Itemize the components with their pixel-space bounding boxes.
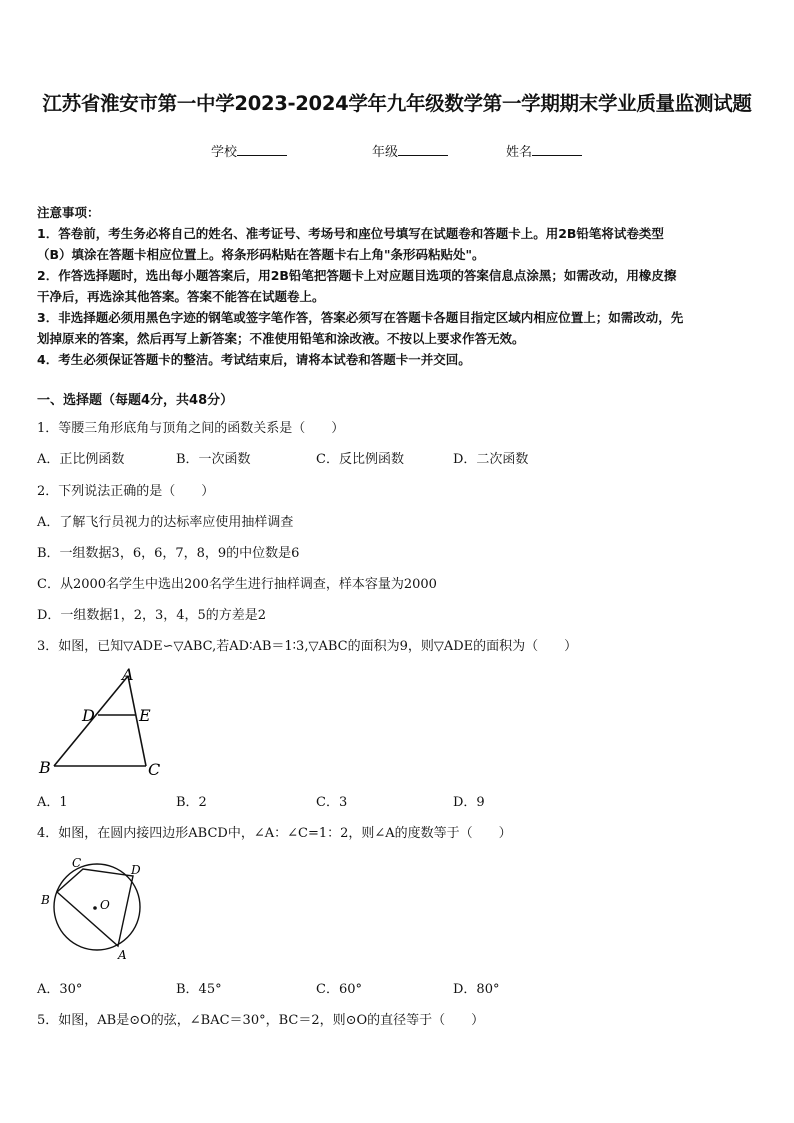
label-b: B [41, 893, 50, 907]
page-title: 江苏省淮安市第一中学2023-2024学年九年级数学第一学期期末学业质量监测试题 [42, 92, 752, 115]
q4-option-c: C．60° [316, 982, 362, 997]
label-c: C [72, 856, 82, 870]
grade-blank[interactable] [398, 143, 448, 156]
name-field[interactable] [506, 141, 582, 160]
q4-circle-figure [34, 852, 154, 964]
name-label: 姓名 [506, 145, 533, 160]
q1-option-b: B．一次函数 [176, 452, 251, 467]
q1-stem: 1．等腰三角形底角与顶角之间的函数关系是（ ） [37, 421, 345, 436]
label-d: D [131, 863, 141, 877]
q3-option-d: D．9 [453, 795, 485, 810]
q4-option-a: A．30° [37, 982, 83, 997]
q3-option-b: B．2 [176, 795, 207, 810]
grade-field[interactable] [372, 141, 448, 160]
label-a: A [118, 948, 127, 962]
q3-stem: 3．如图，已知▽ADE∽▽ABC,若AD∶AB＝1∶3,▽ABC的面积为9，则▽ADE的面积为（ ） [37, 639, 578, 654]
q5-stem: 5．如图，AB是⊙O的弦，∠BAC＝30°，BC＝2，则⊙O的直径等于（ ） [37, 1013, 485, 1028]
note-line: 划掉原来的答案，然后再写上新答案；不准使用铅笔和涂改液。不按以上要求作答无效。 [37, 331, 525, 346]
center-point [93, 906, 97, 910]
q4-option-b: B．45° [176, 982, 222, 997]
school-blank[interactable] [237, 143, 287, 156]
grade-label: 年级 [372, 145, 399, 160]
q2-option-b: B．一组数据3，6，6，7，8，9的中位数是6 [37, 546, 300, 561]
q3-option-a: A．1 [37, 795, 68, 810]
note-line: （B）填涂在答题卡相应位置上。将条形码粘贴在答题卡右上角"条形码粘贴处"。 [37, 247, 485, 262]
notes-heading: 注意事项： [37, 205, 100, 220]
q2-stem: 2．下列说法正确的是（ ） [37, 484, 215, 499]
label-o: O [100, 898, 110, 912]
note-line: 干净后，再选涂其他答案。答案不能答在试题卷上。 [37, 289, 325, 304]
q3-triangle-figure [30, 662, 180, 782]
q4-option-d: D．80° [453, 982, 500, 997]
note-line: 4．考生必须保证答题卡的整洁。考试结束后，请将本试卷和答题卡一并交回。 [37, 352, 471, 367]
q1-option-a: A．正比例函数 [37, 452, 125, 467]
q2-option-c: C．从2000名学生中选出200名学生进行抽样调查，样本容量为2000 [37, 577, 437, 592]
q3-option-c: C．3 [316, 795, 348, 810]
circle-o [54, 864, 140, 950]
label-e: E [139, 706, 151, 725]
school-field[interactable] [211, 141, 287, 160]
q2-option-d: D．一组数据1，2，3，4，5的方差是2 [37, 608, 267, 623]
q1-option-c: C．反比例函数 [316, 452, 404, 467]
q1-option-d: D．二次函数 [453, 452, 529, 467]
label-c: C [148, 760, 161, 779]
label-d: D [82, 706, 95, 725]
label-b: B [39, 758, 51, 777]
note-line: 3．非选择题必须用黑色字迹的钢笔或签字笔作答，答案必须写在答题卡各题目指定区域内相应位置上；如需改动，先 [37, 310, 684, 325]
name-blank[interactable] [532, 143, 582, 156]
q2-option-a: A．了解飞行员视力的达标率应使用抽样调查 [37, 515, 294, 530]
note-line: 2．作答选择题时，选出每小题答案后，用2B铅笔把答题卡上对应题目选项的答案信息点涂黑；如需改动，用橡皮擦 [37, 268, 677, 283]
section-heading: 一、选择题（每题4分，共48分） [37, 393, 234, 408]
note-line: 1．答卷前，考生务必将自己的姓名、准考证号、考场号和座位号填写在试题卷和答题卡上。用2B铅笔将试卷类型 [37, 226, 664, 241]
school-label: 学校 [211, 145, 238, 160]
q4-stem: 4．如图，在圆内接四边形ABCD中，∠A：∠C=1：2，则∠A的度数等于（ ） [37, 826, 512, 841]
label-a: A [122, 665, 134, 684]
